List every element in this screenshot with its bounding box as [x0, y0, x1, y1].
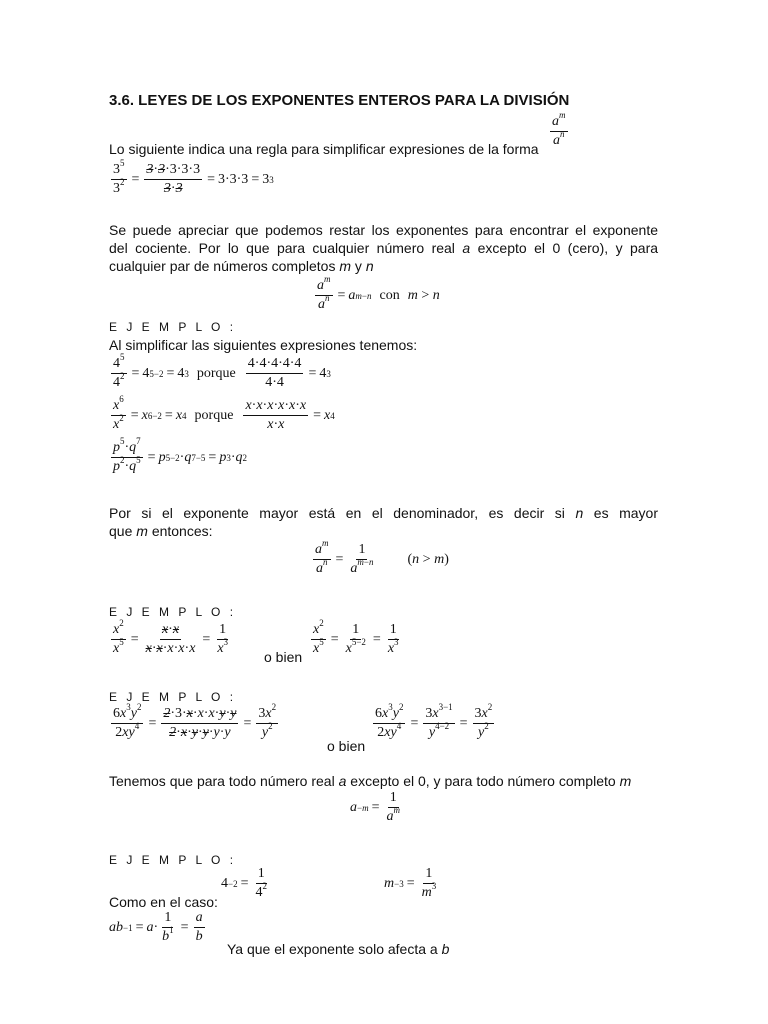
- ejemplo-label-2: E J E M P L O :: [109, 605, 237, 619]
- formula-x-example: $\frac{x^6}{x^2}$ = x 6−2 = x 4 porque $\frac{x\cdot x\cdot x\cdot x\cdot x\cdot x}{x\cdot x}$ = x 4: [113, 394, 335, 432]
- formula-x2-over-x5-alt: $\frac{x^2}{x^5}$ = $\frac{1}{x^{5-2}}$ = $\frac{1}{x^3}$: [313, 618, 399, 656]
- ejemplo-label-4: E J E M P L O :: [109, 853, 237, 867]
- paragraph-1-line-1: Se puede apreciar que podemos restar los exponentes para encontrar el exponente: [109, 222, 658, 238]
- intro-text: Lo siguiente indica una regla para simplificar expresiones de la forma: [109, 141, 539, 157]
- paragraph-2-line-2: que m entonces:: [109, 523, 213, 539]
- formula-four-neg2: 4 −2 = $\frac{1}{4^2}$: [221, 866, 267, 900]
- paragraph-3: Tenemos que para todo número real a excepto el 0, y para todo número completo m: [109, 773, 632, 789]
- o-bien-label-2: o bien: [327, 738, 366, 754]
- formula-6x3y2-alt: $\frac{6x^3y^2}{2xy^4}$ = $\frac{3x^{3-1}}{y^{4-2}}$ = $\frac{3x^2}{y^2}$: [375, 702, 493, 740]
- formula-four-example: $\frac{4^5}{4^2}$ = 4 5−2 = 4 3 porque $\frac{4\cdot 4\cdot 4\cdot 4\cdot 4}{4\cdot 4}$ = 4 3: [113, 352, 331, 390]
- o-bien-label-1: o bien: [264, 649, 303, 665]
- formula-division-rule: $\frac{a^m}{a^n}$ = a m−n con m > n: [317, 274, 440, 312]
- ex1-intro: Al simplificar las siguientes expresiones tenemos:: [109, 337, 418, 353]
- page-title: 3.6. LEYES DE LOS EXPONENTES ENTEROS PARA LA DIVISIÓN: [109, 92, 570, 109]
- ejemplo-label-3: E J E M P L O :: [109, 690, 237, 704]
- formula-m-neg3: m −3 = $\frac{1}{m^3}$: [384, 866, 437, 900]
- paragraph-2-line-1: Por si el exponente mayor está en el denominador, es decir si n es mayor: [109, 505, 658, 521]
- paragraph-1-line-2: del cociente. Por lo que para cualquier número real a excepto el 0 (cero), y para: [109, 240, 659, 256]
- con-label: con: [379, 287, 400, 303]
- formula-am-over-an: $\frac{a^m}{a^n}$: [552, 110, 566, 148]
- ejemplo-label-1: E J E M P L O :: [109, 320, 237, 334]
- formula-6x3y2-example: $\frac{6x^3y^2}{2xy^4}$ = $\frac{2\cdot 3\cdot x\cdot x\cdot x\cdot y\cdot y}{2\cdot x\cdot y\cdot y\cdot y\cdot y}$ = $\frac{3x^2}{y^2}$: [113, 702, 277, 740]
- formula-three-example: $\frac{3^5}{3^2}$ = $\frac{3\cdot 3\cdot 3\cdot 3\cdot 3}{3\cdot 3}$ = 3·3·3 = 3 3: [113, 158, 274, 196]
- paragraph-1-line-3: cualquier par de números completos m y n: [109, 258, 374, 274]
- formula-negative-rule: $\frac{a^m}{a^n}$ = $\frac{1}{a^{m-n}}$ (n > m): [315, 538, 449, 576]
- porque-label-1: porque: [196, 365, 236, 381]
- formula-ab-neg1: ab −1 = a · $\frac{1}{b^1}$ = $\frac{a}{b}$: [109, 910, 203, 944]
- porque-label-2: porque: [194, 407, 234, 423]
- final-text: Ya que el exponente solo afecta a b: [227, 941, 450, 957]
- formula-pq-example: $\frac{p^5\cdot q^7}{p^2\cdot q^5}$ = p 5−2 · q 7−5 = p 3 · q 2: [113, 436, 247, 474]
- formula-negative-exponent: a −m = $\frac{1}{a^m}$: [350, 790, 400, 824]
- como-label: Como en el caso:: [109, 894, 218, 910]
- formula-x2-over-x5: $\frac{x^2}{x^5}$ = $\frac{x\cdot x}{x\cdot x\cdot x\cdot x\cdot x}$ = $\frac{1}{x^3}$: [113, 618, 229, 656]
